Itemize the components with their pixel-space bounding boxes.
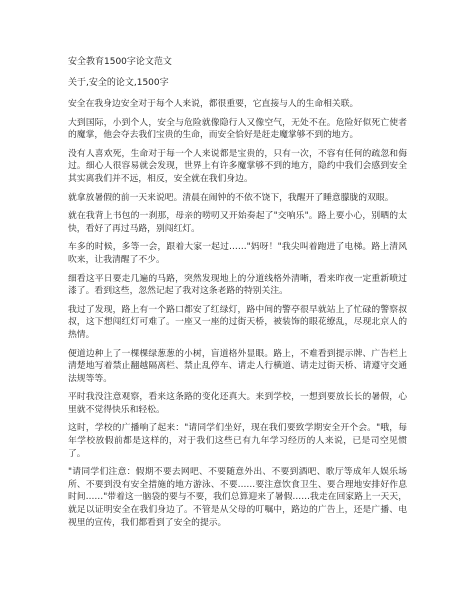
paragraph: 安全在我身边安全对于每个人来说，都很重要，它直接与人的生命相关联。	[68, 99, 359, 109]
paragraph: 没有人喜欢死，生命对于每一个人来说都是宝贵的，只有一次，不容有任何的疏忽和侮过。细心人很容易就会发现，世界上有许多魔掌够不到的地方，隐约中我们会感到安全其实离我们并不远，相反，安全就在我们身边。	[68, 148, 407, 184]
paragraph: "请同学们注意：假期不要去网吧、不要随意外出、不要到酒吧、歌厅等成年人娱乐场所、不要到没有安全措施的地方游泳、不要……要注意饮食卫生、要合理地安排好作息时间……"带着这一脑袋的要与不要，我们总算迎来了暑假……我走在回家路上一天天，就足以证明安全在我们身边了。不管是从父母的叮嘱中，路边的广告上，还是广播、电视里的宣传，我们都看到了安全的提示。	[68, 467, 407, 528]
paragraph: 细看这平日要走几遍的马路，突然发现地上的分道线格外清晰，看来昨夜一定重新喷过漆了。看到这些，忽然记起了我对这条老路的特别关注。	[68, 273, 407, 297]
document-page	[68, 56, 407, 535]
paragraph: 便道边种上了一棵棵绿葱葱的小树，盲道格外显眼。路上，不难看到提示牌、广告栏上清楚地写着禁止翻越隔离栏、禁止乱停车、请走人行横道、请走过街天桥、请遵守交通法规等等。	[68, 348, 407, 384]
paragraph: 平时我没注意观察，看来这条路的变化还真大。来到学校，一想到要放长长的暑假，心里就不觉得快乐和轻松。	[68, 392, 407, 415]
document-subtitle: 关于,安全的论文,1500字	[68, 78, 169, 88]
paragraph: 我过了发现，路上有一个路口都安了红绿灯，路中间的警亭很早就站上了忙碌的警察叔叔，这下想闯红灯可难了。一座又一座的过街天桥，被装饰的眼花缭乱，尽现北京人的热情。	[68, 304, 407, 340]
document-body	[68, 98, 407, 529]
paragraph: 车多的时候，多等一会，跟着大家一起过……"妈呀！"我尖叫着跑进了电梯。路上清风吹来，让我清醒了不少。	[68, 242, 407, 265]
paragraph: 这时，学校的广播响了起来："请同学们坐好，现在我们要致学期安全开个会。"哦，每年学校放假前都是这样的，对于我们这些已有九年学习经历的人来说，已是司空见惯了。	[68, 423, 407, 459]
paragraph: 大到国际，小到个人，安全与危险就像隐行人又像空气，无处不在。危险好似死亡使者的魔掌，他会夺去我们宝贵的生命，而安全恰好是赶走魔掌够不到的地方。	[68, 117, 407, 141]
document-title: 安全教育1500字论文范文	[68, 57, 172, 67]
paragraph: 就拿放暑假的前一天来说吧。清晨在闹钟的不依不饶下，我醒开了睡意朦胧的双眼。	[68, 192, 394, 203]
paragraph: 就在我背上书包的一刹那，母亲的唠叨又开始奏起了"交响乐"。路上要小心，别晒的太快，看好了再过马路，别闯红灯。	[68, 211, 407, 234]
